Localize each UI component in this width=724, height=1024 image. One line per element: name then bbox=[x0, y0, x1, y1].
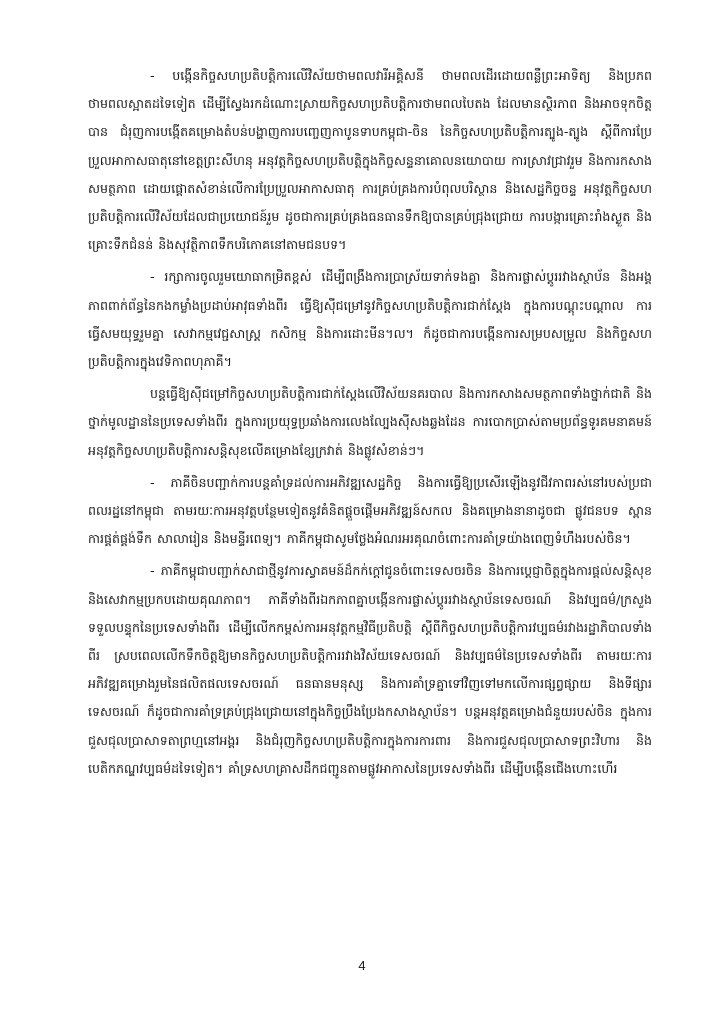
paragraph-energy-cooperation: - បង្កើនកិច្ចសហប្រតិបត្តិការលើវិស័យថាមពលវារីអគ្គិសនី ថាមពលដើរដោយពន្លឺព្រះអាទិត្យ និងប្រភពថាមពលស្អាតដទៃទៀត ដើម្បីស្វែងរកដំណោះស្រាយកិច្ចសហប្រតិបត្តិការថាមពលបៃតង ដែលមានស្ថិរភាព និងអាចទុកចិត្តបាន ជំរុញការបង្កើតគម្រោងតំបន់បង្ហាញការបញ្ចេញកាបូនទាបកម្ពុជា-ចិន នៃកិច្ចសហប្រតិបត្តិការត្បូង-ត្បូង ស្តីពីការប្រែប្រួលអាកាសធាតុនៅខេត្តព្រះសីហនុ អនុវត្តកិច្ចសហប្រតិបត្តិក្នុងកិច្ចសន្ទនាគោលនយោបាយ ការស្រាវជ្រាវរួម និងការកសាងសមត្ថភាព ដោយផ្តោតសំខាន់លើការប្រែប្រួលអាកាសធាតុ ការគ្រប់គ្រងការបំពុលបរិស្ថាន និងសេដ្ឋកិច្ចចន្ទ អនុវត្តកិច្ចសហប្រតិបត្តិការលើវិស័យដែលជាប្រយោជន៍រួម ដូចជាការគ្រប់គ្រងធនធានទឹកឱ្យបានគ្រប់ជ្រុងជ្រោយ ការបង្ការគ្រោះរាំងស្ងួត និងគ្រោះទឹកជំនន់ និងសុវត្ថិភាពទឹកបរិភោគនៅតាមជនបទ។ bbox=[88, 68, 652, 253]
paragraph-military-cooperation: - រក្សាការចូលរួមយោធាកម្រិតខ្ពស់ ដើម្បីពង្រឹងការប្រាស្រ័យទាក់ទងគ្នា និងការផ្លាស់ប្តូររវាងស្ថាប័ន និងអង្គភាពពាក់ព័ន្ធនៃកងកម្លាំងប្រដាប់អាវុធទាំងពីរ ធ្វើឱ្យស៊ីជម្រៅនូវកិច្ចសហប្រតិបត្តិការជាក់ស្តែង ក្នុងការបណ្តុះបណ្តាល ការធ្វើសមយុទ្ធរួមគ្នា សេវាកម្មវេជ្ជសាស្ត្រ កសិកម្ម និងការដោះមីន។ល។ ក៏ដូចជាការបង្កើនការសម្របសម្រួល និងកិច្ចសហប្រតិបត្តិការក្នុងវេទិកាពហុភាគី។ bbox=[88, 269, 652, 370]
paragraph-tourism-culture: - ភាគីកម្ពុជាបញ្ជាក់សាជាថ្មីនូវការស្វាគមន៍ដ៏កក់ក្តៅជូនចំពោះទេសចរចិន និងការប្តេជ្ញាចិត្តក្នុងការផ្តល់សន្តិសុខ និងសេវាកម្មប្រកបដោយគុណភាព។ ភាគីទាំងពីរឯកភាពគ្នាបង្កើនការផ្លាស់ប្តូររវាងស្ថាប័នទេសចរណ៍ និងវប្បធម៌/ក្រសួងទទួលបន្ទុកនៃប្រទេសទាំងពីរ ដើម្បីលើកកម្ពស់ការអនុវត្តកម្មវិធីប្រតិបត្តិ ស្តីពីកិច្ចសហប្រតិបត្តិការវប្បធម៌រវាងរដ្ឋាភិបាលទាំងពីរ ស្របពេលលើកទឹកចិត្តឱ្យមានកិច្ចសហប្រតិបត្តិការរវាងវិស័យទេសចរណ៍ និងវប្បធម៌នៃប្រទេសទាំងពីរ តាមរយៈការអភិវឌ្ឍគម្រោងរួមនៃផលិតផលទេសចរណ៍ ធនធានមនុស្ស និងការគាំទ្រគ្នាទៅវិញទៅមកលើការផ្សព្វផ្សាយ និងទីផ្សារទេសចរណ៍ ក៏ដូចជាការគាំទ្រគ្រប់ជ្រុងជ្រោយនៅក្នុងកិច្ចប្រឹងប្រែងកសាងស្ថាប័ន។ បន្តអនុវត្តគម្រោងជំនួយរបស់ចិន ក្នុងការជួសជុលប្រាសាទតាព្រហ្មនៅអង្គរ និងជំរុញកិច្ចសហប្រតិបត្តិការក្នុងការការពារ និងការជួសជុលប្រាសាទព្រះវិហារ និងបេតិកភណ្ឌវប្បធម៌ដទៃទៀត។ គាំទ្រសហគ្រាសដឹកជញ្ជូនតាមផ្លូវអាកាសនៃប្រទេសទាំងពីរ ដើម្បីបង្កើនជើងហោះហើរ bbox=[88, 563, 652, 776]
page-number: 4 bbox=[358, 958, 366, 973]
document-body bbox=[88, 62, 652, 942]
paragraph-police-cooperation: បន្តធ្វើឱ្យស៊ីជម្រៅកិច្ចសហប្រតិបត្តិការជាក់ស្តែងលើវិស័យនគរបាល និងការកសាងសមត្ថភាពទាំងថ្នាក់ជាតិ និងថ្នាក់មូលដ្ឋាននៃប្រទេសទាំងពីរ ក្នុងការប្រយុទ្ធប្រឆាំងការលេងល្បែងស៊ីសងឆ្លងដែន ការបោកប្រាស់តាមប្រព័ន្ធទូរគមនាគមន៍ អនុវត្តកិច្ចសហប្រតិបត្តិការសន្តិសុខលើគម្រោងខ្សែក្រវាត់ និងផ្លូវសំខាន់ៗ។ bbox=[88, 386, 652, 458]
paragraph-development-support: - ភាគីចិនបញ្ជាក់ការបន្តគាំទ្រដល់ការអភិវឌ្ឍសេដ្ឋកិច្ច និងការធ្វើឱ្យប្រសើរឡើងនូវជីវភាពរស់នៅរបស់ប្រជាពលរដ្ឋនៅកម្ពុជា តាមរយៈការអនុវត្តបន្ថែមទៀតនូវគំនិតផ្តួចផ្តើមអភិវឌ្ឍន៍សកល និងគម្រោងនានាដូចជា ផ្លូវជនបទ ស្ពាន ការផ្គត់ផ្គង់ទឹក សាលារៀន និងមន្ទីរពេទ្យ។ ភាគីកម្ពុជាសូមថ្លែងអំណរអរគុណចំពោះការគាំទ្រយ៉ាងពេញទំហឹងរបស់ចិន។ bbox=[88, 474, 652, 547]
